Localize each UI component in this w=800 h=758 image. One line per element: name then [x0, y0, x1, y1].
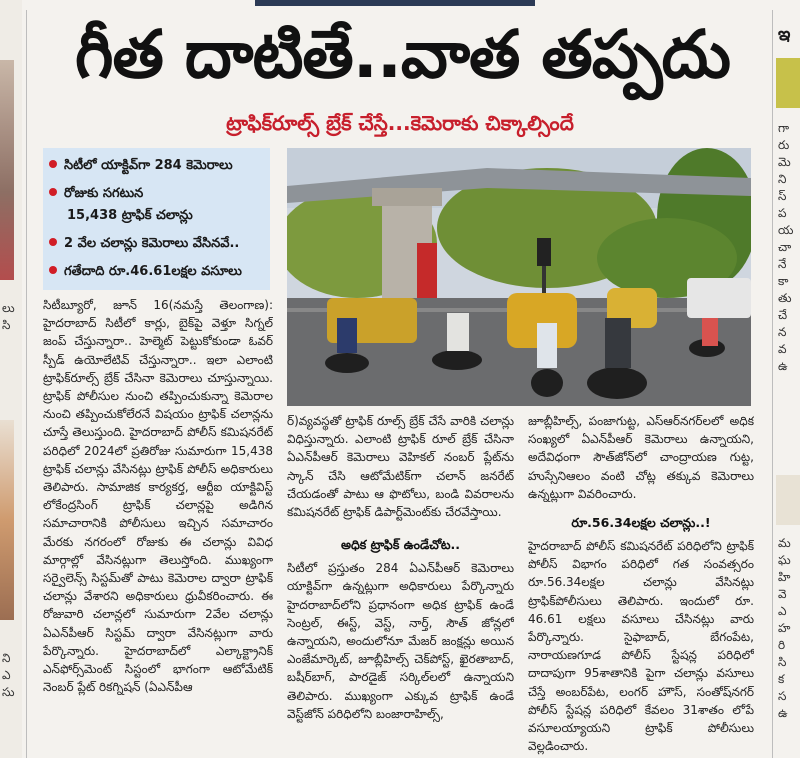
highlight-item: 2 వేల చలాన్లు కెమెరాలు వేసినవే.. [49, 234, 266, 254]
left-edge-photo [0, 60, 14, 280]
left-edge-text-2: ని ఎ సు [2, 651, 15, 699]
article-paragraph: సిటీలో ప్రస్తుతం 284 ఏఎన్‌పీఆర్ కెమెరాలు యాక్టివ్‌గా ఉన్నట్లుగా అధికారులు పేర్కొన్నారు హైదరాబాద్‌లోని ప్రధానంగా అధిక ట్రాఫిక్ ఉండే సెంట్రల్, ఈస్ట్, వెస్ట్, నార్త్, సౌత్ జోన్లలో ఉన్నాయని, అందులోనూ మేజర్ జంక్షన్లు అయిన ఎంజేమార్కెట్, జూబ్లీహిల్స్ చెక్‌పోస్ట్, ఖైరతాబాద్, బషీర్‌బాగ్, పారడైజ్ సర్కిల్‌లలో ఉన్నాయని తెలిపారు. ముఖ్యంగా ఎక్కువ ట్రాఫిక్ ఉండే వెస్ట్‌జోన్ పరిధిలోని బంజారాహిల్స్, [287, 561, 514, 721]
right-edge-heading: ఇ [778, 24, 791, 45]
article-paragraph: హైదరాబాద్ పోలీస్ కమిషనరేట్ పరిధిలోని ట్రాఫిక్ పోలీస్ విభాగం పరిధిలో గత సంవత్సరం రూ.56.34లక్షల చలాన్లు వేసినట్లు ట్రాఫిక్‌పోలీసులు తెలిపారు. ఇందులో రూ. 46.61 లక్షలు వసూలు చేసినట్లు వారు పేర్కొన్నారు. సైఫాబాద్, బేగంపేట, నారాయణగూడ పోలీస్ స్టేషన్ల పరిధిలో దాదాపుగా 95శాతానికి పైగా చలాన్లు వసూలు చేస్తే అంబర్‌పేట, లంగర్ హౌస్, సంతోష్‌నగర్ పోలీస్ స్టేషన్ల పరిధిలో కేవలం 31శాతం లోపే వసూలయ్యాయని ట్రాఫిక్ పోలీసులు వెల్లడించారు. [528, 539, 754, 754]
section-top-bar [255, 0, 535, 6]
right-edge-photo-2 [776, 475, 800, 525]
highlight-item-continued: 15,438 ట్రాఫిక్ చలాన్లు [67, 208, 193, 223]
headline: గీత దాటితే..వాత తప్పదు [75, 16, 730, 93]
highlight-item: రోజుకు సగటున [49, 184, 266, 204]
left-edge-photo-2 [0, 420, 14, 620]
section-subtitle: అధిక ట్రాఫిక్ ఉండేచోట.. [340, 537, 461, 553]
article-column-3 [528, 412, 754, 758]
left-edge-clipping [0, 0, 22, 758]
highlights-box [43, 148, 270, 290]
right-column-rule [772, 10, 773, 758]
article-column-2 [287, 412, 514, 758]
section-subtitle: రూ.56.34లక్షల చలాన్లు..! [571, 515, 711, 531]
right-edge-photo [776, 58, 800, 108]
article-paragraph: జూబ్లీహిల్స్, పంజాగుట్ట, ఎస్‌ఆర్‌నగర్‌లలో అధిక సంఖ్యలో ఏఎన్‌పీఆర్ కెమెరాలు ఉన్నాయని, అదేవిధంగా సౌత్‌జోన్‌లో చాంద్రాయణ గుట్ట, హుస్సేనిఆలం వంటి చోట్ల తక్కువ కెమెరాలు ఉన్నట్లుగా వివరించారు. [528, 414, 754, 501]
bullet-icon [49, 238, 57, 246]
right-edge-text-2: మ ఘ హి వె ఎ హ రి సి క స ఉ [778, 536, 791, 720]
street-photo-illustration [287, 148, 751, 406]
bullet-icon [49, 188, 57, 196]
article-column-1 [43, 296, 273, 758]
subheadline: ట్రాఫిక్‌రూల్స్ బ్రేక్ చేస్తే...కెమెరాకు చిక్కాల్సిందే [226, 111, 574, 135]
bullet-icon [49, 266, 57, 274]
article-paragraph: సిటీబ్యూరో, జూన్ 16(నమస్తే తెలంగాణ): హైదరాబాద్ సిటీలో కార్లు, బైక్‌పై వెళ్తూ సిగ్నల్ జంప్ చేస్తున్నారా.. హెల్మెట్ పెట్టుకోకుండా ఓవర్ స్పీడ్ ఉయోలేటివ్ చేస్తున్నారా.. ఇలా ఎలాంటి ట్రాఫిక్‌రూల్స్ బ్రేక్ చేసినా కెమెరాలు చూస్తున్నాయి. ట్రాఫిక్ పోలీసుల నుంచి తప్పించుకున్నా కెమెరాల నుంచి తప్పించుకోలేరనే విషయం ట్రాఫిక్ చలాన్లను చూస్తే తెలుస్తుంది. హైదరాబాద్ పోలీస్ కమిషనరేట్ పరిధిలో 2024లో ప్రతిరోజు సుమారుగా 15,438 ట్రాఫిక్ చలాన్లు వేసినట్లు ట్రాఫిక్ పోలీస్ అధికారులు తెలిపారు. సామాజిక కార్యకర్త, ఆర్టీఐ యాక్టివిస్ట్ లోకేంద్రసింగ్ ట్రాఫిక్ చలాన్లపై అడిగిన సమాచారానికి పోలీసులు ఇచ్చిన సమాచారం మేరకు నగరంలో రోజుకు ఈ చలాన్లు వివిధ మార్గాల్లో వేసినట్లుగా తెలుస్తోంది. ముఖ్యంగా సర్వైలెన్స్ సిస్టమ్‌తో పాటు కెమెరాల ద్వారా ట్రాఫిక్ చలాన్లు వేశారని అధికారులు ధ్రువీకరించారు. ఈ రోజువారి చలాన్లలో సుమారుగా 2వేల చలాన్లు ఏఎన్‌పీఆర్ సిస్టమ్ ద్వారా వేసినట్లుగా వారు పేర్కొన్నారు. హైదరాబాద్‌లో ఎల్కాక్ట్రానిక్ ఎన్‌ఫోర్స్‌మెంట్ సిస్టంలో భాగంగా ఆటోమేటిక్ నెంబర్ ప్లేట్ రికగ్నిషన్ (ఏఎన్‌పీఆ [43, 298, 273, 695]
right-edge-clipping [776, 0, 800, 758]
article-paragraph: ర్)వ్యవస్థతో ట్రాఫిక్ రూల్స్ బ్రేక్ చేసే వారికి చలాన్లు విధిస్తున్నారు. ఎలాంటి ట్రాఫిక్ రూల్ బ్రేక్ చేసినా ఏఎన్‌పీఆర్ కెమెరాలు వెహికల్ నంబర్ ప్లేట్‌ను స్కాన్ చేసి ఆటోమేటిక్‌గా చలాన్ జనరేట్ చేయడంతో పాటు ఆ ఫొటోలు, బండి వివరాలను కమిషనరేట్ ట్రాఫిక్ డిపార్ట్‌మెంట్‌కు చేరవేస్తాయి. [287, 414, 514, 520]
street-photo [287, 148, 751, 406]
left-column-rule [26, 10, 27, 758]
highlight-item: గతేదాది రూ.46.61లక్షల వసూలు [49, 262, 266, 282]
right-edge-text: గా రు మె ని స్ ప య చా నే కా తు చే న వ ఉ [778, 121, 794, 373]
left-edge-text: లు సి [2, 301, 15, 332]
bullet-icon [49, 160, 57, 168]
highlight-item: సిటీలో యాక్టివ్‌గా 284 కెమెరాలు [49, 156, 266, 176]
